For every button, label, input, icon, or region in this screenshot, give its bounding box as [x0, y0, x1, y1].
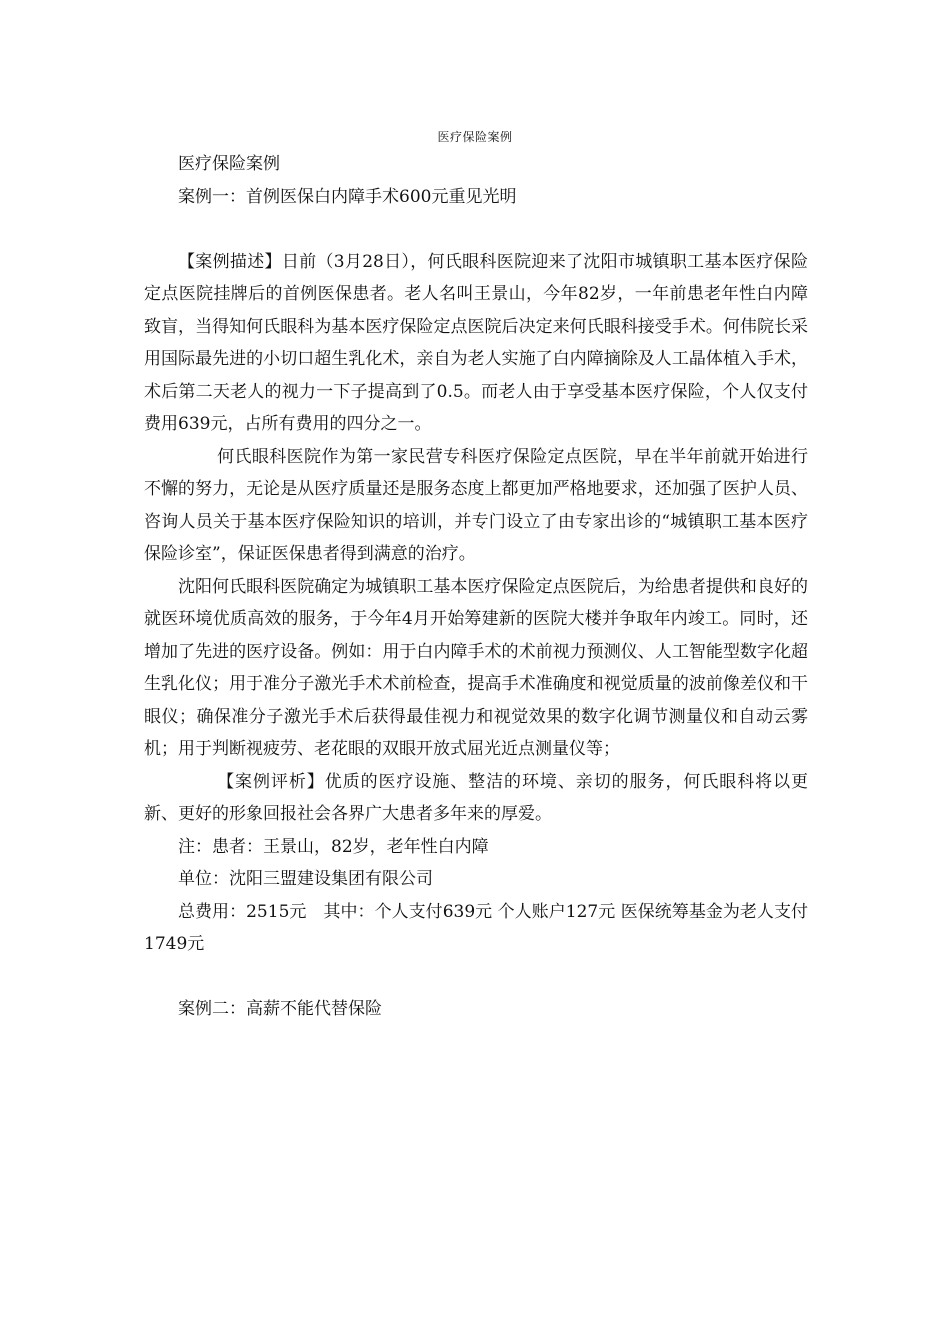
- document-title: 医疗保险案例: [178, 154, 280, 174]
- case1-analysis: 【案例评析】优质的医疗设施、整洁的环境、亲切的服务，何氏眼科将以更新、更好的形象回报社会各界广大患者多年来的厚爱。: [144, 771, 808, 824]
- note-employer: 单位：沈阳三盟建设集团有限公司: [178, 869, 433, 889]
- case1-paragraph-2: 何氏眼科医院作为第一家民营专科医疗保险定点医院，早在半年前就开始进行不懈的努力，无论是从医疗质量还是服务态度上都更加严格地要求，还加强了医护人员、咨询人员关于基本医疗保险知识的培训，并专门设立了由专家出诊的“城镇职工基本医疗保险诊室”，保证医保患者得到满意的治疗。: [144, 446, 808, 564]
- blank-line: [144, 213, 808, 246]
- note-cost: 总费用：2515元 其中：个人支付639元 个人账户127元 医保统筹基金为老人支付1749元: [144, 901, 808, 954]
- case1-description: 【案例描述】日前（3月28日），何氏眼科医院迎来了沈阳市城镇职工基本医疗保险定点医院挂牌后的首例医保患者。老人名叫王景山，今年82岁，一年前患老年性白内障致盲，当得知何氏眼科为基本医疗保险定点医院后决定来何氏眼科接受手术。何伟院长采用国际最先进的小切口超生乳化术，亲自为老人实施了白内障摘除及人工晶体植入手术，术后第二天老人的视力一下子提高到了0.5。而老人由于享受基本医疗保险，个人仅支付费用639元，占所有费用的四分之一。: [144, 251, 808, 434]
- case1-heading: 案例一：首例医保白内障手术600元重见光明: [178, 186, 517, 207]
- blank-line: [144, 961, 808, 994]
- running-header: 医疗保险案例: [437, 130, 513, 144]
- case2-heading: 案例二：高薪不能代替保险: [178, 999, 382, 1019]
- document-body: [144, 148, 808, 1026]
- note-patient: 注：患者：王景山，82岁，老年性白内障: [178, 836, 489, 857]
- case1-paragraph-3: 沈阳何氏眼科医院确定为城镇职工基本医疗保险定点医院后，为给患者提供和良好的就医环境优质高效的服务，于今年4月开始筹建新的医院大楼并争取年内竣工。同时，还增加了先进的医疗设备。例如：用于白内障手术的术前视力预测仪、人工智能型数字化超生乳化仪；用于准分子激光手术术前检查，提高手术准确度和视觉质量的波前像差仪和干眼仪；确保准分子激光手术后获得最佳视力和视觉效果的数字化调节测量仪和自动云雾机；用于判断视疲劳、老花眼的双眼开放式屈光近点测量仪等；: [144, 576, 808, 759]
